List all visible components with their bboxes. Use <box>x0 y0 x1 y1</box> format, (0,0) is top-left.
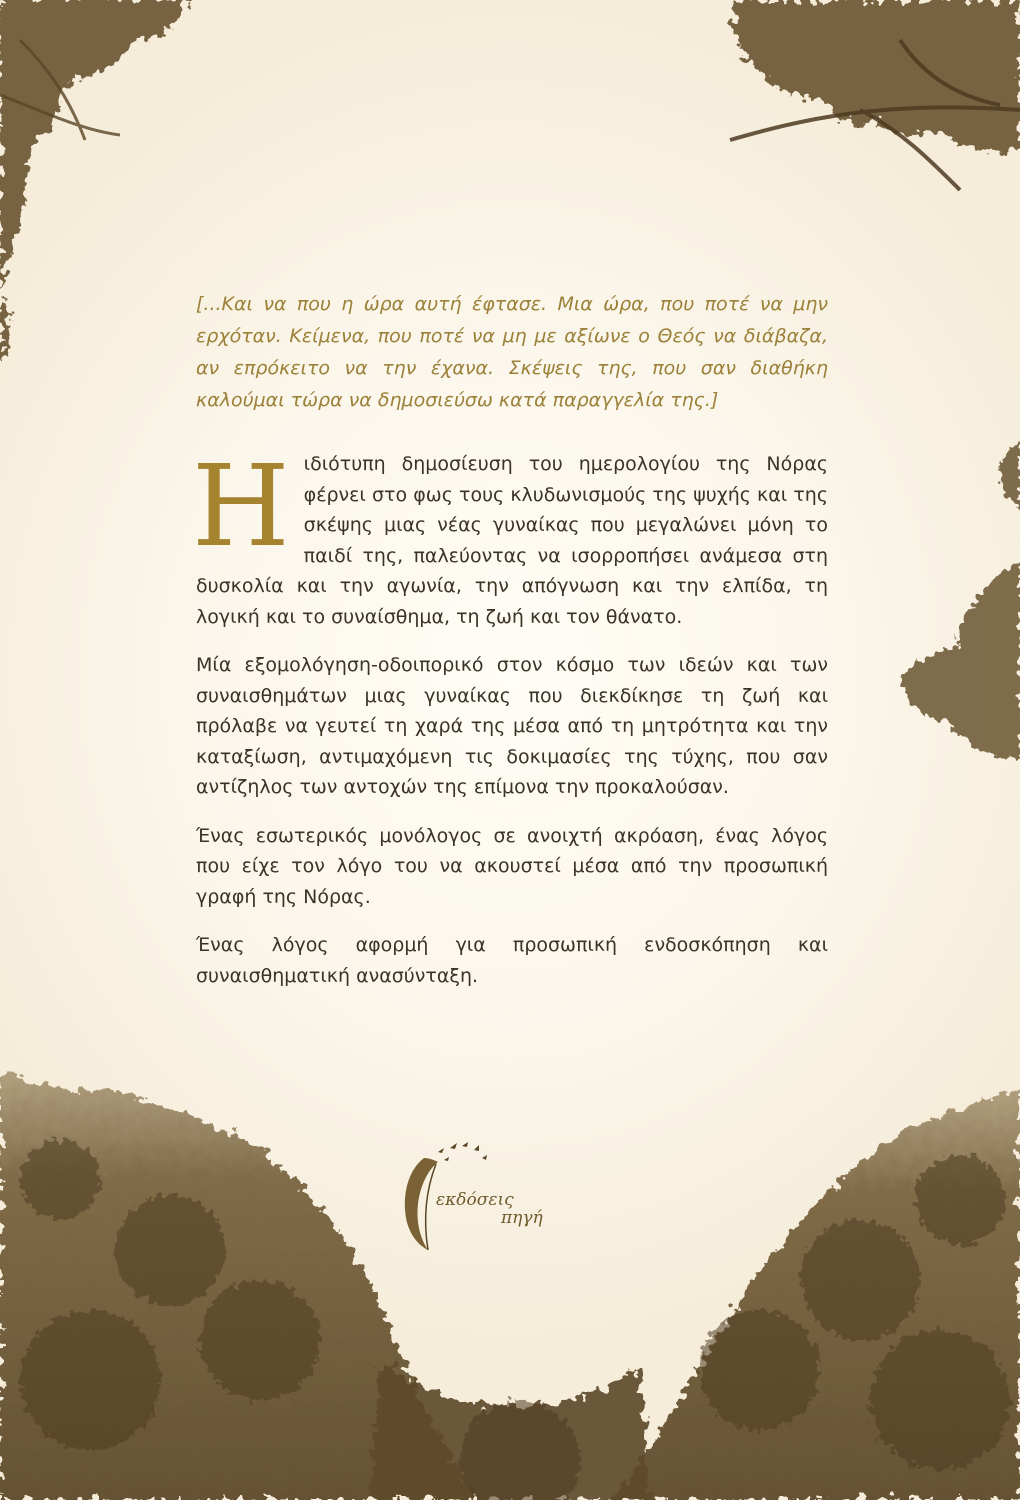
right-foliage <box>900 440 1020 760</box>
blurb-paragraph-3: Ένας εσωτερικός μονόλογος σε ανοιχτή ακρόαση, ένας λόγος που είχε τον λόγο του να ακουστεί μέσα από την προσωπική γραφή της Νόρας. <box>196 824 828 908</box>
publisher-name-line1: εκδόσεις <box>436 1190 514 1210</box>
top-right-foliage <box>733 0 1020 154</box>
blurb-paragraph-1 <box>192 442 828 632</box>
blurb <box>192 442 828 1009</box>
blurb-paragraph-4: Ένας λόγος αφορμή για προσωπική ενδοσκόπηση και συναισθηματική ανασύνταξη. <box>196 934 828 987</box>
top-left-foliage <box>0 0 190 360</box>
epigraph-quote: [...Και να που η ώρα αυτή έφτασε. Μια ώρα, που ποτέ να μην ερχόταν. Κείμενα, που ποτέ να μη με αξίωνε ο Θεός να διάβαζα, αν επρόκειτο να την έχανα. Σκέψεις της, που σαν διαθήκη καλούμαι τώρα να δημοσιεύσω κατά παραγγελία της.] <box>196 293 828 411</box>
drop-cap: Η <box>192 442 290 572</box>
blurb-paragraph-1-text: ιδιότυπη δημοσίευση του ημερολογίου της Νόρας φέρνει στο φως τους κλυδωνισμούς της ψυχής και της σκέψης μιας νέας γυναίκας που μεγαλώνει μόνη το παιδί της, παλεύοντας να ισορροπήσει ανάμεσα στη δυσκολία και την αγωνία, την απόγνωση και την ελπίδα, τη λογική και το συναίσθημα, τη ζωή και τον θάνατο. <box>196 453 828 628</box>
publisher-name-line2: πηγή <box>501 1208 543 1228</box>
blurb-paragraph-2: Μία εξομολόγηση-οδοιπορικό στον κόσμο των ιδεών και των συναισθημάτων μιας γυναίκας που διεκδίκησε τη ζωή και πρόλαβε να γευτεί τη χαρά της μέσα από τη μητρότητα και την καταξίωση, αντιμαχόμενη τις δοκιμασίες της τύχης, που σαν αντίζηλος των αντοχών της επίμονα την προκαλούσαν. <box>196 654 828 798</box>
